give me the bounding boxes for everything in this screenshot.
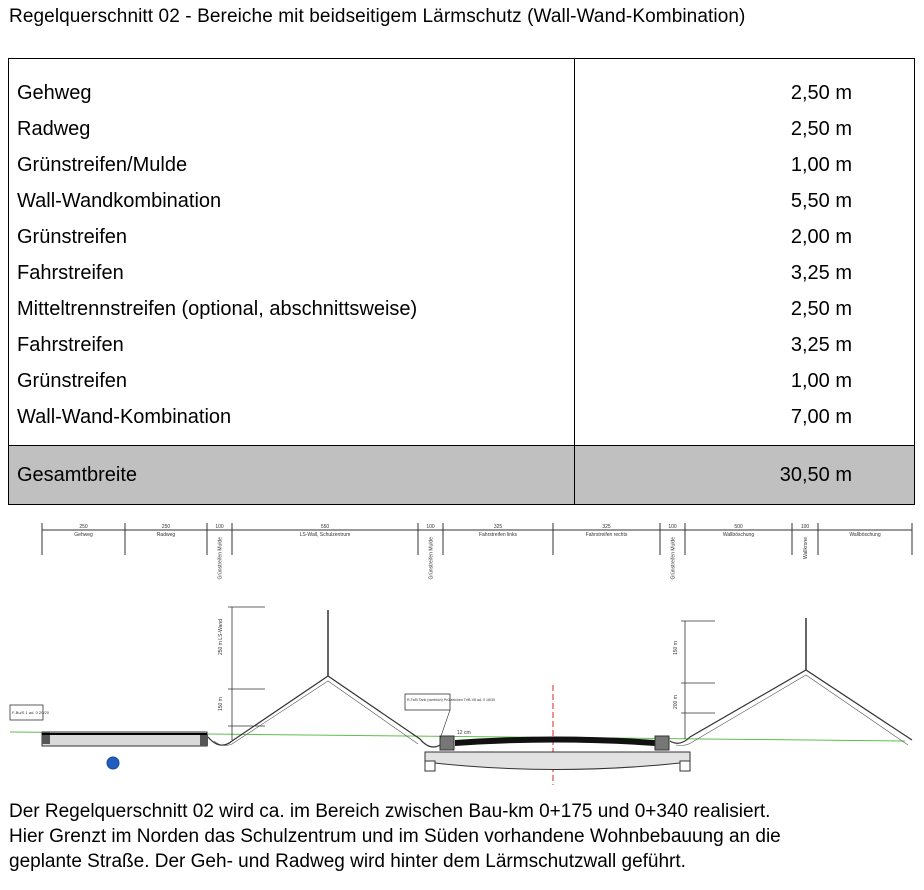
callout-mid: R-Ts/B Tank (werblich) Prüfzeichen Tr/B-V8 ad. 0 18/30	[407, 698, 496, 702]
dimension-value: 550	[320, 524, 330, 530]
dimension-value: 100	[800, 524, 810, 530]
dimension-label: Fahrstreifen links	[478, 532, 518, 538]
row-value: 7,00 m	[575, 399, 915, 435]
dimension-label: LS-Wall, Schulzentrum	[299, 532, 351, 538]
cross-section-table	[8, 58, 915, 505]
dimension-value: 100	[426, 524, 435, 530]
table-padding-row	[9, 59, 915, 76]
dimension-label: Wallkrone	[803, 537, 809, 560]
dimension-chain	[42, 523, 912, 555]
dimension-label: Radweg	[156, 532, 176, 538]
left-wall-low-height: 150 m	[218, 697, 224, 711]
dimension-value: 250	[79, 524, 88, 530]
section-title: Regelquerschnitt 02 - Bereiche mit beidseitigem Lärmschutz (Wall-Wand-Kombination)	[9, 6, 746, 27]
table-padding-row	[9, 435, 915, 446]
dimension-label: Gehweg	[74, 532, 93, 538]
dimension-labels	[74, 524, 881, 580]
dimension-value: 100	[215, 524, 224, 530]
row-label: Gehweg	[9, 75, 575, 111]
row-value: 2,50 m	[575, 111, 915, 147]
table-row	[9, 255, 915, 291]
table-row	[9, 291, 915, 327]
road-body	[425, 752, 690, 770]
table-row	[9, 75, 915, 111]
row-value: 3,25 m	[575, 327, 915, 363]
table-row	[9, 327, 915, 363]
noise-wall-right	[670, 670, 912, 743]
cross-section-drawing	[0, 515, 924, 785]
row-label: Wall-Wand-Kombination	[9, 399, 575, 435]
total-row	[9, 446, 915, 505]
dimension-label: Grünstreifen Mulde	[217, 537, 224, 580]
table-row	[9, 363, 915, 399]
row-value: 2,00 m	[575, 219, 915, 255]
dimension-value: 325	[493, 524, 503, 530]
paragraph-line: Der Regelquerschnitt 02 wird ca. im Bereich zwischen Bau-km 0+175 und 0+340 realisiert.	[9, 801, 771, 822]
callout-box-mid	[405, 694, 450, 710]
table-row	[9, 399, 915, 435]
table-row	[9, 111, 915, 147]
row-value: 3,25 m	[575, 255, 915, 291]
dimension-value: 500	[734, 524, 743, 530]
table-row	[9, 147, 915, 183]
row-label: Grünstreifen	[9, 219, 575, 255]
total-value: 30,50 m	[575, 446, 915, 505]
description-paragraph	[9, 799, 919, 874]
dimension-value: 100	[668, 524, 677, 530]
row-value: 1,00 m	[575, 147, 915, 183]
dimension-value: 250	[161, 524, 171, 530]
row-label: Fahrstreifen	[9, 255, 575, 291]
row-value: 2,50 m	[575, 291, 915, 327]
row-label: Grünstreifen/Mulde	[9, 147, 575, 183]
dimension-label: Grünstreifen Mulde	[428, 537, 435, 580]
total-label: Gesamtbreite	[9, 446, 575, 505]
paragraph-line: Hier Grenzt im Norden das Schulzentrum und im Süden vorhandene Wohnbebauung an die	[9, 826, 781, 847]
row-value: 1,00 m	[575, 363, 915, 399]
table-row	[9, 183, 915, 219]
row-label: Mitteltrennstreifen (optional, abschnittsweise)	[9, 291, 575, 327]
right-wall-low-height: 200 m	[673, 695, 679, 709]
row-label: Wall-Wandkombination	[9, 183, 575, 219]
left-wall-height: 250 m LS-Wand	[218, 619, 224, 655]
table-row	[9, 219, 915, 255]
location-marker-icon	[107, 757, 119, 769]
layer-thickness: 12 cm	[457, 730, 471, 736]
dimension-label: Fahrstreifen rechts	[585, 532, 628, 538]
row-value: 5,50 m	[575, 183, 915, 219]
row-value: 2,50 m	[575, 75, 915, 111]
dimension-value: 325	[602, 524, 611, 530]
row-label: Grünstreifen	[9, 363, 575, 399]
callout-left: F-Bu/S 1 ad. 0 20/20	[12, 710, 49, 715]
dimension-label: Grünstreifen Mulde	[670, 537, 677, 580]
row-label: Radweg	[9, 111, 575, 147]
paragraph-line: geplante Straße. Der Geh- und Radweg wird hinter dem Lärmschutzwall geführt.	[9, 851, 686, 872]
right-wall-height: 150 m	[673, 641, 679, 655]
row-label: Fahrstreifen	[9, 327, 575, 363]
dimension-label: Wallböschung	[849, 532, 881, 538]
dimension-label: Wallböschung	[722, 532, 755, 538]
footpath-curb	[200, 734, 208, 746]
